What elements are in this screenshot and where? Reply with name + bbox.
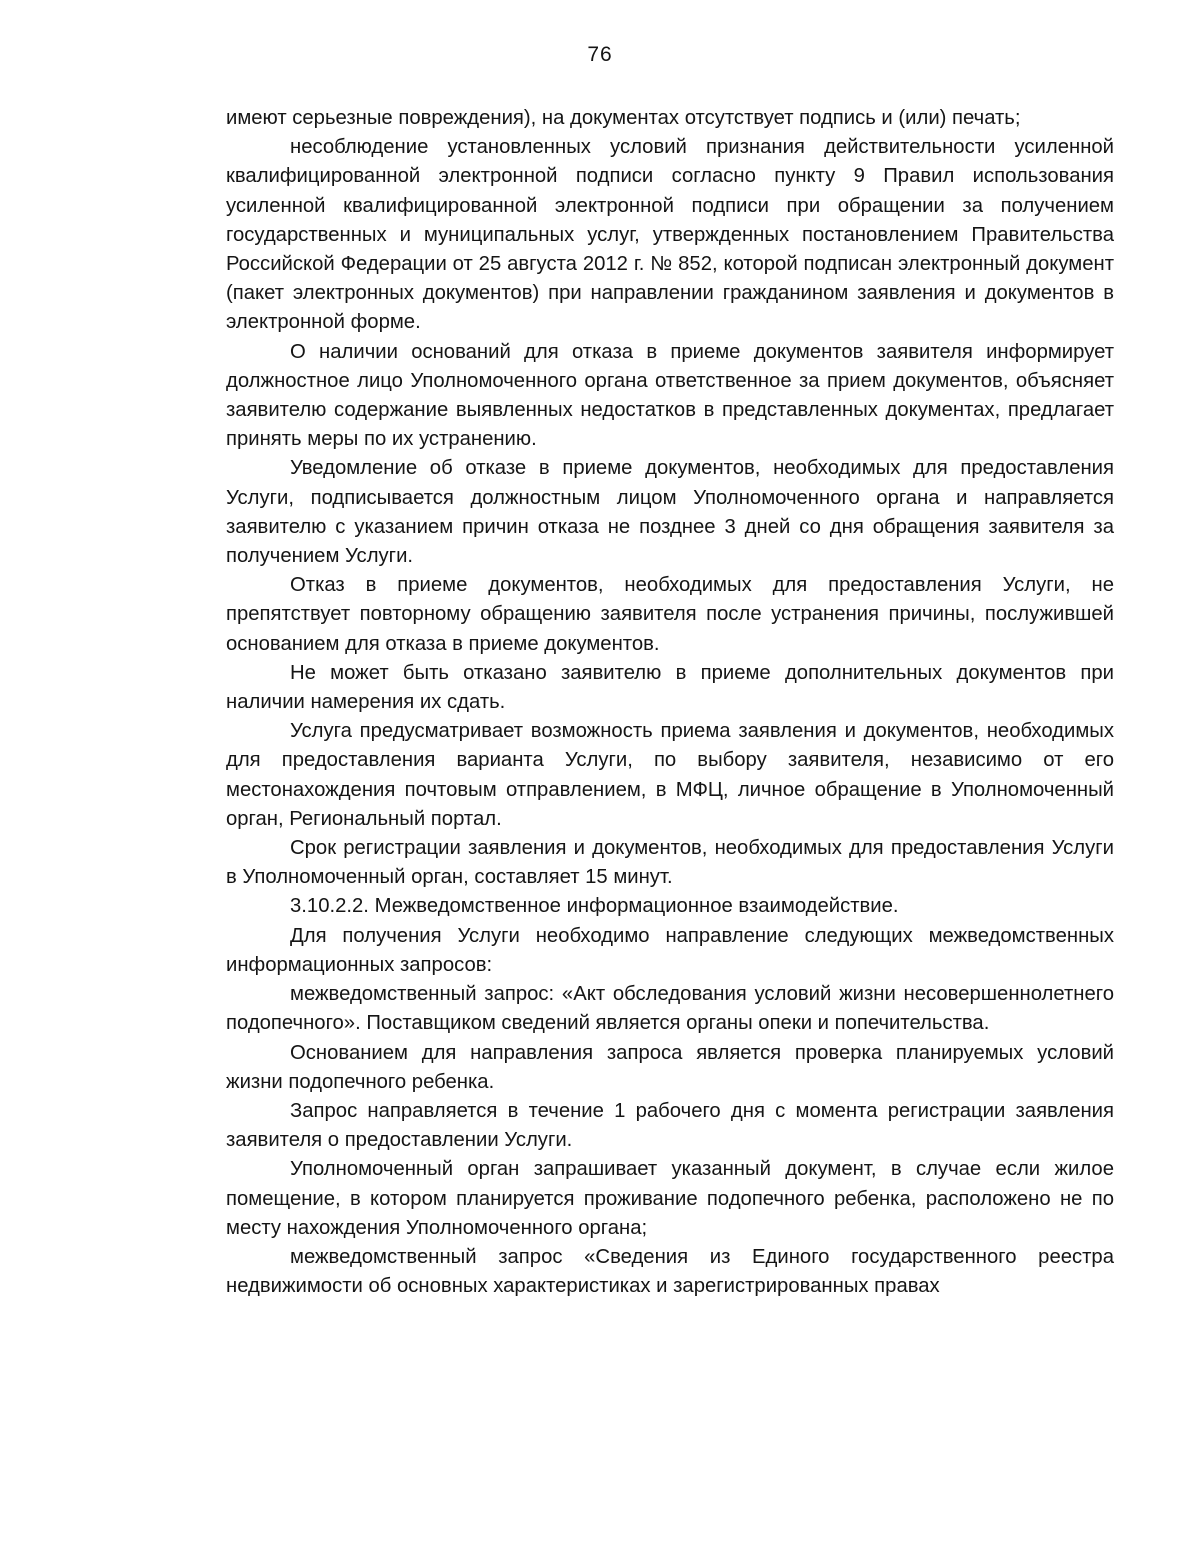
paragraph-request-timing: Запрос направляется в течение 1 рабочего дня с момента регистрации заявления заявителя о предоставлении Услуги. bbox=[226, 1099, 1114, 1152]
paragraph-signature-validity: несоблюдение установленных условий признания действительности усиленной квалифицированной электронной подписи согласно пункту 9 Правил использования усиленной квалифицированной электронной подписи при обращении за получением государственных и муниципальных услуг, утвержденных постановлением Правительства Российской Федерации от 25 августа 2012 г. № 852, которой подписан электронный документ (пакет электронных документов) при направлении гражданином заявления и документов в электронной форме. bbox=[226, 136, 1114, 334]
paragraph-continuation: имеют серьезные повреждения), на документах отсутствует подпись и (или) печать; bbox=[226, 107, 1021, 129]
paragraph-additional-documents: Не может быть отказано заявителю в приеме дополнительных документов при наличии намерения их сдать. bbox=[226, 661, 1114, 714]
paragraph-refusal-notice: Уведомление об отказе в приеме документов, необходимых для предоставления Услуги, подписывается должностным лицом Уполномоченного органа и направляется заявителю с указанием причин отказа не позднее 3 дней со дня обращения заявителя за получением Услуги. bbox=[226, 457, 1114, 568]
paragraph-refusal-grounds-info: О наличии оснований для отказа в приеме документов заявителя информирует должностное лицо Уполномоченного органа ответственное за прием документов, объясняет заявителю содержание выявленных недостатков в представленных документах, предлагает принять меры по их устранению. bbox=[226, 340, 1114, 451]
page-number: 76 bbox=[587, 43, 613, 66]
document-body bbox=[226, 104, 1114, 1301]
paragraph-interagency-requests: Для получения Услуги необходимо направление следующих межведомственных информационных запросов: bbox=[226, 924, 1114, 976]
paragraph-request-living-conditions: межведомственный запрос: «Акт обследования условий жизни несовершеннолетнего подопечного». Поставщиком сведений является органы опеки и попечительства. bbox=[226, 983, 1114, 1035]
paragraph-request-condition: Уполномоченный орган запрашивает указанный документ, в случае если жилое помещение, в котором планируется проживание подопечного ребенка, расположено не по месту нахождения Уполномоченного органа; bbox=[226, 1158, 1114, 1239]
paragraph-repeat-application: Отказ в приеме документов, необходимых для предоставления Услуги, не препятствует повторному обращению заявителя после устранения причины, послужившей основанием для отказа в приеме документов. bbox=[226, 574, 1114, 655]
paragraph-registration-time: Срок регистрации заявления и документов, необходимых для предоставления Услуги в Уполномоченный орган, составляет 15 минут. bbox=[226, 837, 1114, 889]
paragraph-request-egrn: межведомственный запрос «Сведения из Единого государственного реестра недвижимости об основных характеристиках и зарегистрированных правах bbox=[226, 1245, 1114, 1298]
paragraph-submission-methods: Услуга предусматривает возможность приема заявления и документов, необходимых для предоставления варианта Услуги, по выбору заявителя, независимо от его местонахождения почтовым отправлением, в МФЦ, личное обращение в Уполномоченный орган, Региональный портал. bbox=[226, 720, 1114, 830]
paragraph-request-basis: Основанием для направления запроса является проверка планируемых условий жизни подопечного ребенка. bbox=[226, 1041, 1114, 1093]
section-heading-interagency: 3.10.2.2. Межведомственное информационное взаимодействие. bbox=[290, 895, 899, 918]
